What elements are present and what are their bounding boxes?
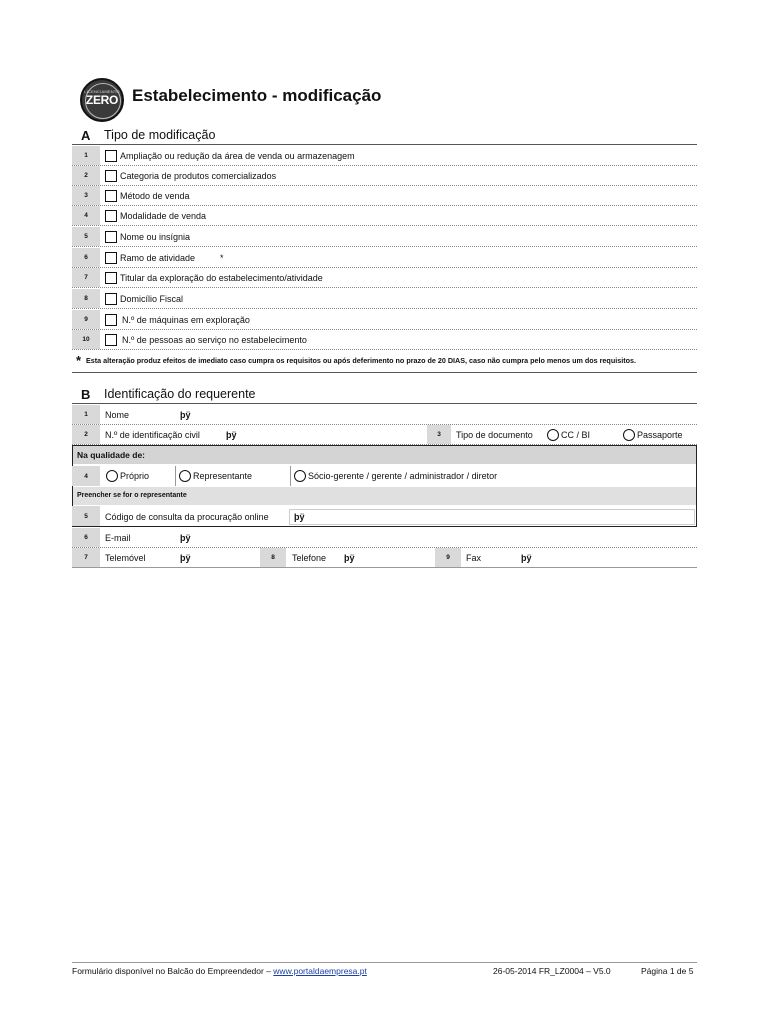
row-number: 7 [72, 548, 100, 567]
checkbox-categoria[interactable] [105, 170, 117, 182]
checkbox-ampliacao[interactable] [105, 150, 117, 162]
checkbox-label: Ramo de atividade [120, 253, 196, 263]
telefone-field[interactable]: þÿ [344, 553, 355, 563]
fax-field[interactable]: þÿ [521, 553, 532, 563]
email-field[interactable]: þÿ [180, 533, 191, 543]
checkbox-maquinas[interactable] [105, 314, 117, 326]
row-number: 1 [72, 146, 100, 165]
section-a-top-rule [72, 144, 697, 145]
procuracao-label: Código de consulta da procuração online [105, 512, 269, 522]
row-number: 4 [72, 466, 100, 486]
row-number: 2 [72, 166, 100, 185]
row-number: 9 [72, 310, 100, 329]
section-a-note: Esta alteração produz efeitos de imediato caso cumpra os requisitos ou após deferimento no prazo de 20 DIAS, caso não cumpra pelo menos um dos requisitos. [86, 356, 636, 365]
checkbox-label: Ampliação ou redução da área de venda ou armazenagem [120, 151, 355, 161]
row-number: 7 [72, 268, 100, 287]
logo-big-text: ZERO [85, 93, 119, 107]
qualidade-heading: Na qualidade de: [77, 450, 146, 460]
radio-proprio[interactable] [106, 470, 118, 482]
checkbox-label: Domicílio Fiscal [120, 294, 184, 304]
row-number: 8 [260, 548, 286, 567]
section-b-top-rule [72, 403, 697, 404]
licenciamento-zero-logo [80, 78, 124, 122]
checkbox-label: Modalidade de venda [120, 211, 207, 221]
row-number: 3 [427, 425, 451, 444]
list-item [72, 289, 697, 309]
note-asterisk: * [76, 353, 82, 368]
email-row [72, 528, 697, 548]
nome-label: Nome [105, 410, 130, 420]
checkbox-ramo[interactable] [105, 252, 117, 264]
socio-gerente-label: Sócio-gerente / gerente / administrador / diretor [308, 471, 498, 481]
row-number: 8 [72, 289, 100, 308]
section-b-title: Identificação do requerente [104, 387, 256, 401]
list-item [72, 227, 697, 247]
nome-field[interactable]: þÿ [180, 410, 191, 420]
section-b-letter: B [81, 387, 91, 402]
checkbox-label: Método de venda [120, 191, 190, 201]
list-item [72, 186, 697, 206]
contactos-row [72, 548, 697, 568]
page-title: Estabelecimento - modificação [132, 86, 382, 105]
list-item [72, 248, 697, 268]
representante-subheading: Preencher se for o representante [77, 492, 187, 499]
section-a-letter: A [81, 128, 91, 143]
section-a-title: Tipo de modificação [104, 128, 216, 142]
passaporte-label: Passaporte [637, 430, 683, 440]
checkbox-titular[interactable] [105, 272, 117, 284]
representante-label: Representante [193, 471, 253, 481]
list-item [72, 206, 697, 226]
footer-prefix: Formulário disponível no Balcão do Empreendedor – [72, 966, 274, 976]
row-number: 9 [435, 548, 461, 567]
list-item [72, 146, 697, 166]
nome-row [72, 405, 697, 425]
row-number: 3 [72, 186, 100, 205]
row-number: 5 [72, 227, 100, 246]
checkbox-label: Nome ou insígnia [120, 232, 191, 242]
list-item [72, 268, 697, 288]
checkbox-metodo[interactable] [105, 190, 117, 202]
footer-page-number: Página 1 de 5 [641, 966, 694, 976]
qualidade-heading-bar [73, 446, 696, 464]
checkbox-modalidade[interactable] [105, 210, 117, 222]
radio-cc-bi[interactable] [547, 429, 559, 441]
id-civil-label: N.º de identificação civil [105, 430, 200, 440]
proprio-label: Próprio [120, 471, 150, 481]
footer-version: 26-05-2014 FR_LZ0004 – V5.0 [493, 966, 611, 976]
fax-label: Fax [466, 553, 482, 563]
checkbox-pessoas[interactable] [105, 334, 117, 346]
logo-small-text: LICENCIAMENTO [84, 89, 120, 94]
telefone-label: Telefone [292, 553, 327, 563]
qualidade-row [72, 466, 697, 486]
procuracao-field: þÿ [294, 512, 305, 522]
list-item [72, 330, 697, 350]
list-item [72, 310, 697, 330]
row-number: 5 [72, 506, 100, 526]
procuracao-input[interactable] [289, 509, 695, 525]
telemovel-field[interactable]: þÿ [180, 553, 191, 563]
telemovel-label: Telemóvel [105, 553, 146, 563]
procuracao-row [72, 506, 697, 526]
checkbox-label: Titular da exploração do estabelecimento/atividade [120, 273, 323, 283]
email-label: E-mail [105, 533, 131, 543]
tipo-documento-label: Tipo de documento [456, 430, 533, 440]
id-civil-field[interactable]: þÿ [226, 430, 237, 440]
radio-representante[interactable] [179, 470, 191, 482]
footer-rule [72, 962, 697, 963]
asterisk-marker: * [220, 253, 224, 263]
row-number: 10 [72, 330, 100, 349]
row-number: 4 [72, 206, 100, 225]
checkbox-nome[interactable] [105, 231, 117, 243]
row-number: 2 [72, 425, 100, 444]
row-number: 6 [72, 528, 100, 547]
checkbox-label: N.º de máquinas em exploração [122, 315, 250, 325]
radio-passaporte[interactable] [623, 429, 635, 441]
checkbox-label: Categoria de produtos comercializados [120, 171, 277, 181]
footer-left [72, 966, 367, 976]
row-number: 1 [72, 405, 100, 424]
id-civil-row [72, 425, 697, 445]
list-item [72, 166, 697, 186]
cc-bi-label: CC / BI [561, 430, 591, 440]
row-number: 6 [72, 248, 100, 267]
section-a-bottom-rule [72, 372, 697, 373]
radio-socio-gerente[interactable] [294, 470, 306, 482]
checkbox-domicilio[interactable] [105, 293, 117, 305]
portal-link[interactable]: www.portaldaempresa.pt [273, 966, 367, 976]
checkbox-label: N.º de pessoas ao serviço no estabelecimento [122, 335, 307, 345]
